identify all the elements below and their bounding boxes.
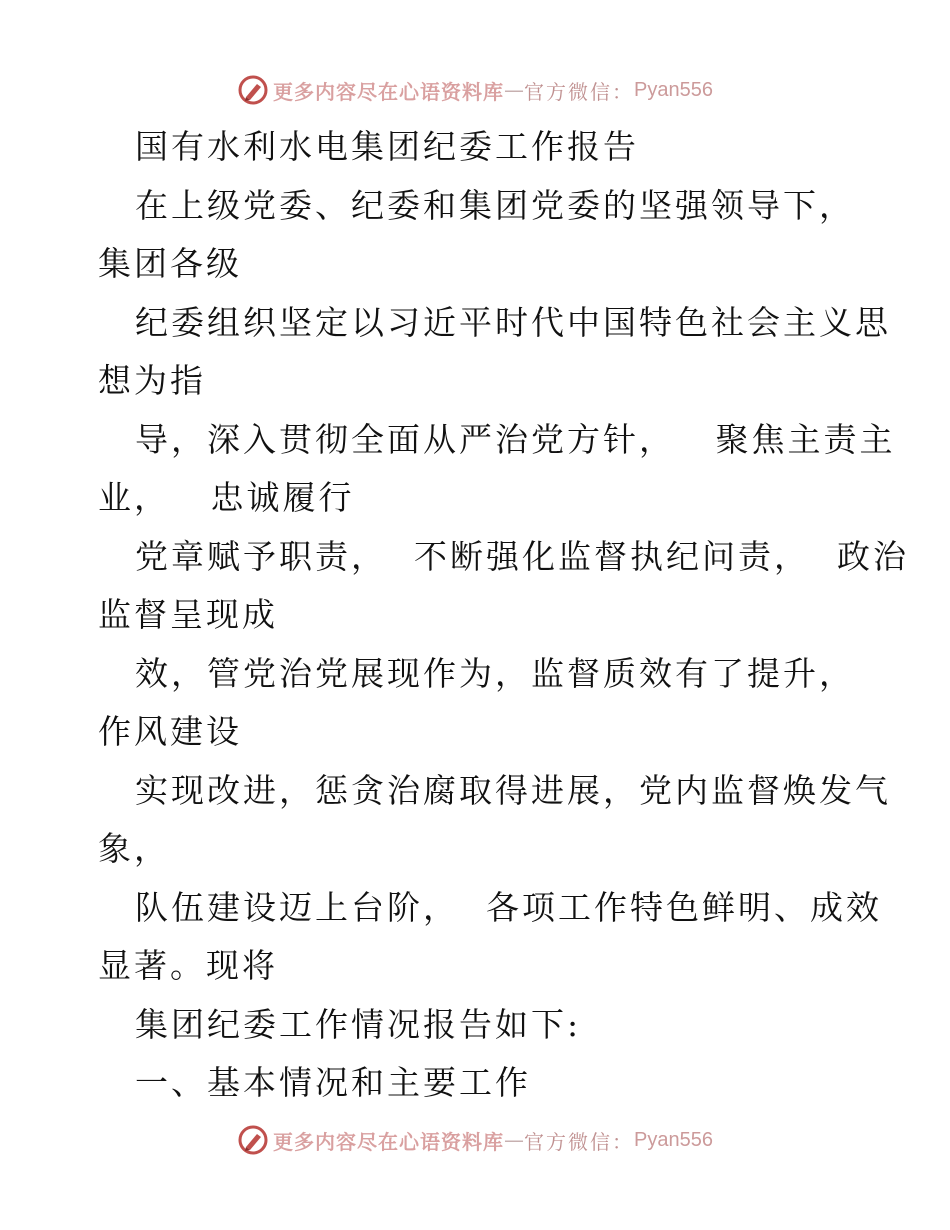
footer-watermark [0,1120,950,1160]
paragraph-line: 导，深入贯彻全面从严治党方针， 聚焦主责主 [135,419,896,459]
watermark-dash: — [504,78,525,102]
paragraph-line: 在上级党委、纪委和集团党委的坚强领导下， [135,185,855,225]
watermark-main-text: 更多内容尽在心语资料库 [273,1129,505,1154]
paragraph-line: 集团纪委工作情况报告如下: [135,1004,582,1044]
watermark-wechat-id: Pyan556 [634,1128,713,1151]
document-title: 国有水利水电集团纪委工作报告 [135,127,639,166]
paragraph-line: 象， [98,829,170,868]
paragraph-line: 监督呈现成 [98,595,278,634]
pen-logo-icon [237,1124,269,1156]
paragraph-line: 效，管党治党展现作为，监督质效有了提升， [135,653,855,693]
header-watermark [0,70,950,110]
paragraph-line: 实现改进，惩贪治腐取得进展，党内监督焕发气 [135,770,891,810]
document-body [98,118,909,1113]
section-heading: 一、基本情况和主要工作 [135,1063,531,1102]
paragraph-line: 纪委组织坚定以习近平时代中国特色社会主义思 [135,302,891,342]
watermark-main-text: 更多内容尽在心语资料库 [273,79,505,104]
pen-logo-icon [237,74,269,106]
paragraph-line: 业， 忠诚履行 [98,478,355,517]
watermark-wechat-id: Pyan556 [634,78,713,101]
paragraph-line: 党章赋予职责， 不断强化监督执纪问责， 政治 [135,536,909,576]
paragraph-line: 集团各级 [98,244,242,283]
paragraph-line: 作风建设 [98,712,242,751]
paragraph-line: 想为指 [98,361,206,400]
watermark-sub-text: 官方微信： [524,1129,635,1154]
watermark-sub-text: 官方微信： [524,79,635,104]
paragraph-line: 显著。现将 [98,946,278,985]
watermark-dash: — [504,1128,525,1152]
paragraph-line: 队伍建设迈上台阶， 各项工作特色鲜明、成效 [135,887,882,927]
